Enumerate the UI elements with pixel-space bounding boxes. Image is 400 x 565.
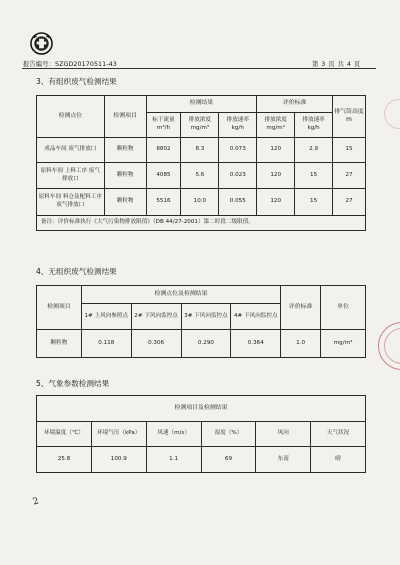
header-humidity: 湿度（%） bbox=[201, 422, 256, 447]
header-wind-speed: 风速（m/s） bbox=[146, 422, 201, 447]
header-flow: 标干流量 m³/h bbox=[146, 113, 181, 138]
header-point: 检测点位 bbox=[37, 96, 105, 138]
table-note: 备注：评价标准执行《大气污染物排放限值》（DB 44/27-2001）第二时段二级限值。 bbox=[37, 216, 366, 231]
header-std-conc: 排放浓度 mg/m³ bbox=[257, 113, 295, 138]
header-point-3: 3# 下风向监控点 bbox=[181, 304, 231, 330]
header-point-1: 1# 上风向参照点 bbox=[81, 304, 131, 330]
section-fugitive-emission-title: 4、无组织废气检测结果 bbox=[36, 267, 117, 276]
header-weather-condition: 天气状况 bbox=[311, 422, 366, 447]
report-number: 报告编号：SZGD20170511-43 bbox=[23, 61, 117, 68]
header-divider bbox=[22, 68, 376, 69]
table-row: 原料车间 上料工序 废气排放口 颗粒物 4085 5.6 0.023 120 15 27 bbox=[37, 163, 366, 189]
header-temperature: 环境温度（℃） bbox=[37, 422, 92, 447]
seal-impression-faint bbox=[384, 99, 400, 129]
header-standard: 评价标准 bbox=[257, 96, 333, 113]
header-unit: 单位 bbox=[321, 286, 366, 330]
header-std-rate: 排放速率 kg/h bbox=[295, 113, 333, 138]
institution-logo-icon bbox=[30, 32, 53, 55]
header-rate: 排放速率 kg/h bbox=[219, 113, 257, 138]
table-row: 25.8 100.9 1.1 69 东南 晴 bbox=[37, 447, 366, 473]
section-weather-title: 5、气象参数检测结果 bbox=[36, 379, 110, 388]
header-point-2: 2# 下风向监控点 bbox=[131, 304, 181, 330]
table-row: 成品车间 废气排放口 颗粒物 8802 8.3 0.073 120 2.9 15 bbox=[37, 138, 366, 163]
header-conc: 排放浓度 mg/m³ bbox=[181, 113, 219, 138]
header-stack-height: 排气筒高度 m bbox=[333, 96, 366, 138]
header-standard: 评价标准 bbox=[281, 286, 321, 330]
header-points: 检测点位及检测结果 bbox=[81, 286, 280, 304]
table-row: 原料车间 料仓及配料工序 废气排放口 颗粒物 5516 10.0 0.055 120 15 27 bbox=[37, 189, 366, 216]
header-pressure: 环境气压（kPa） bbox=[91, 422, 146, 447]
header-item: 检测项目 bbox=[104, 96, 146, 138]
header-item: 检测项目 bbox=[37, 286, 82, 330]
handwritten-mark: 2 bbox=[31, 496, 40, 508]
header-wind-direction: 风向 bbox=[256, 422, 311, 447]
weather-table bbox=[36, 395, 366, 473]
header-weather: 检测项目及检测结果 bbox=[37, 396, 366, 422]
header-result: 检测结果 bbox=[146, 96, 257, 113]
fugitive-emission-table bbox=[36, 285, 366, 358]
header-point-4: 4# 下风向监控点 bbox=[231, 304, 281, 330]
table-row: 颗粒物 0.118 0.306 0.290 0.364 1.0 mg/m³ bbox=[37, 330, 366, 358]
section-organized-emission-title: 3、有组织废气检测结果 bbox=[36, 77, 117, 86]
organized-emission-table bbox=[36, 95, 366, 231]
page-indicator: 第 3 页 共 4 页 bbox=[312, 61, 361, 68]
